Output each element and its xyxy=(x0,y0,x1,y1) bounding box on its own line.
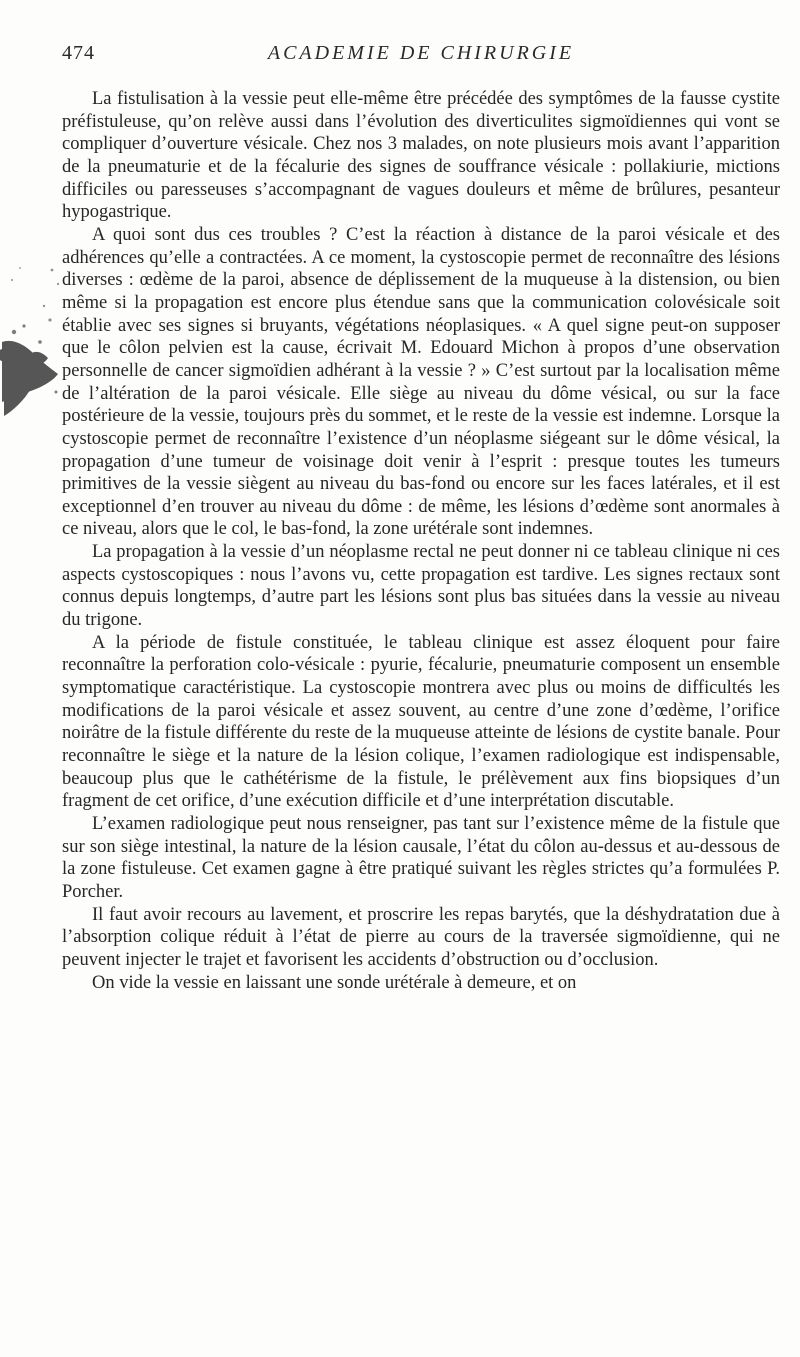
page-header xyxy=(62,42,780,72)
paragraph: A quoi sont dus ces troubles ? C’est la réaction à distance de la paroi vésicale et des adhérences qu’elle a contractées. A ce moment, la cystoscopie permet de reconnaître des lésions diverses : œdème de la paroi, absence de déplissement de la muqueuse à la distension, ou bien même si la propagation est encore plus étendue sans que la communication colovésicale soit établie avec ses signes si bruyants, végétations néoplasiques. « A quel signe peut-on supposer que le côlon pelvien est la cause, écrivait M. Edouard Michon à propos d’une observation personnelle de cancer sigmoïdien adhérant à la vessie ? » C’est surtout par la localisation même de l’altération de la paroi vésicale. Elle siège au niveau du dôme vésical, ou sur la face postérieure de la vessie, toujours près du sommet, et le reste de la vessie est indemne. Lorsque la cystoscopie permet de reconnaître l’existence d’un néoplasme siégeant sur le dôme vésical, la propagation d’une tumeur de voisinage doit venir à l’esprit : presque toutes les tumeurs primitives de la vessie siègent au niveau du bas-fond ou encore sur les faces latérales, et il est exceptionnel d’en trouver au niveau du dôme : de même, les lésions d’œdème sont anormales à ce niveau, alors que le col, le bas-fond, la zone urétérale sont indemnes. xyxy=(62,224,780,540)
article-body xyxy=(62,88,780,994)
paragraph: L’examen radiologique peut nous renseigner, pas tant sur l’existence même de la fistule que sur son siège intestinal, la nature de la lésion causale, l’état du côlon au-dessus et au-dessous de la zone fistuleuse. Cet examen gagne à être pratiqué suivant les règles strictes qu’a formulées P. Porcher. xyxy=(62,814,780,902)
page-number: 474 xyxy=(62,42,95,64)
running-title: ACADEMIE DE CHIRURGIE xyxy=(267,42,575,64)
paragraph: Il faut avoir recours au lavement, et proscrire les repas barytés, que la déshydratation due à l’absorption colique réduit à l’état de pierre au cours de la traversée sigmoïdienne, qui ne peuvent injecter le trajet et favorisent les accidents d’obstruction ou d’occlusion. xyxy=(62,904,780,970)
paragraph: A la période de fistule constituée, le tableau clinique est assez éloquent pour faire reconnaître la perforation colo-vésicale : pyurie, fécalurie, pneumaturie composent un ensemble symptomatique caractéristique. La cystoscopie montrera avec plus ou moins de difficultés les modifications de la paroi vésicale et assez souvent, au centre d’une zone d’œdème, l’orifice noirâtre de la fistule différente du reste de la muqueuse atteinte de lésions de cystite banale. Pour reconnaître le siège et la nature de la lésion colique, l’examen radiologique est indispensable, beaucoup plus que le cathétérisme de la fistule, le prélèvement aux fins biopsiques d’un fragment de cet orifice, d’une exécution difficile et d’une interprétation discutable. xyxy=(62,632,780,812)
margin-ink-stain xyxy=(0,250,64,440)
paragraph: La fistulisation à la vessie peut elle-même être précédée des symptômes de la fausse cystite préfistuleuse, qu’on relève aussi dans l’évolution des diverticulites sigmoïdiennes qui vont se compliquer d’ouverture vésicale. Chez nos 3 malades, on note plusieurs mois avant l’apparition de la pneumaturie et de la fécalurie des signes de souffrance vésicale : pollakiurie, mictions difficiles ou paresseuses s’accompagnant de vagues douleurs et même de brûlures, pesanteur hypogastrique. xyxy=(62,89,780,223)
paragraph: On vide la vessie en laissant une sonde urétérale à demeure, et on xyxy=(92,972,577,993)
paragraph: La propagation à la vessie d’un néoplasme rectal ne peut donner ni ce tableau clinique ni ces aspects cystoscopiques : nous l’avons vu, cette propagation est tardive. Les signes rectaux sont connus depuis longtemps, d’autre part les lésions sont plus bas situées dans la vessie au niveau du trigone. xyxy=(62,542,780,631)
